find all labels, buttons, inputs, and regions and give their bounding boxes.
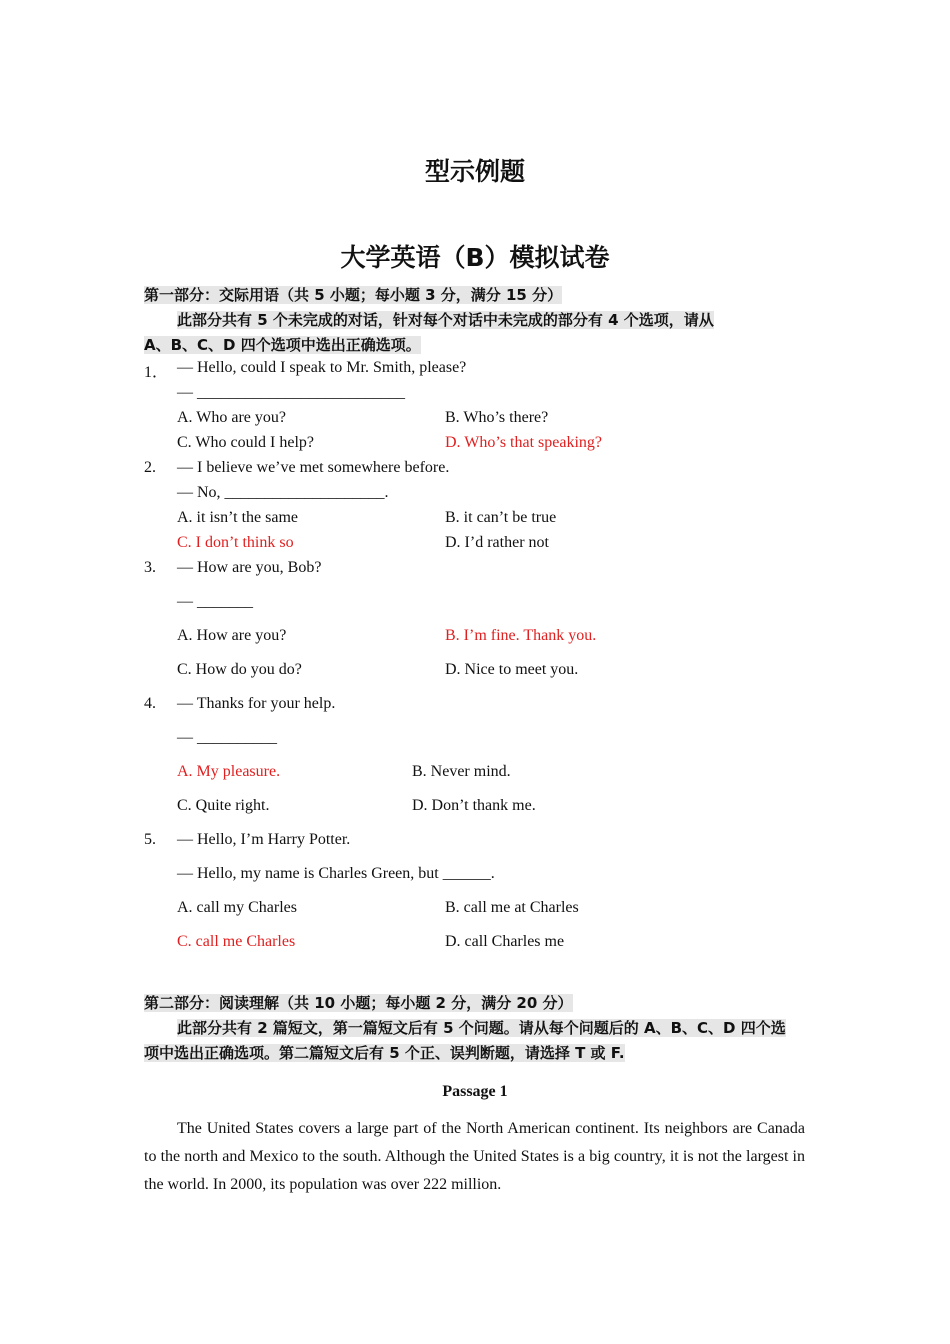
- answer-blank: — No, ____________________.: [177, 484, 389, 501]
- passage-title: Passage 1: [442, 1083, 508, 1100]
- part1-heading-text: 第一部分：交际用语（共 5 小题；每小题 3 分，满分 15 分）: [144, 286, 563, 304]
- part1-heading: [144, 284, 562, 305]
- question-number: 1．: [144, 364, 169, 381]
- part2-instruction-line1: [177, 1017, 786, 1038]
- question-prompt: — Hello, could I speak to Mr. Smith, please?: [177, 359, 467, 376]
- part1-instruction-line1: [177, 309, 714, 330]
- option-c: C. Who could I help?: [177, 434, 315, 451]
- answer-blank: — __________________________: [177, 384, 405, 401]
- question-prompt: — How are you, Bob?: [177, 559, 322, 576]
- option-d: D. call Charles me: [445, 933, 565, 950]
- part2-heading-text: 第二部分：阅读理解（共 10 小题；每小题 2 分，满分 20 分）: [144, 994, 573, 1012]
- option-c: C. How do you do?: [177, 661, 302, 678]
- option-c-correct: C. I don’t think so: [177, 534, 294, 551]
- question-number: 2.: [144, 459, 156, 476]
- part2-instruction-text2: 项中选出正确选项。第二篇短文后有 5 个正、误判断题，请选择 T 或 F.: [144, 1044, 625, 1062]
- option-d: D. Don’t thank me.: [412, 797, 536, 814]
- option-a-correct: A. My pleasure.: [177, 763, 281, 780]
- option-c-correct: C. call me Charles: [177, 933, 296, 950]
- option-a: A. call my Charles: [177, 899, 297, 916]
- part2-instruction-line2: [144, 1042, 625, 1063]
- question-prompt: — Thanks for your help.: [177, 695, 336, 712]
- option-b: B. Never mind.: [412, 763, 511, 780]
- option-b-correct: B. I’m fine. Thank you.: [445, 627, 597, 644]
- passage-paragraph: The United States covers a large part of the North American continent. Its neighbors are Canada to the north and Mexico to the south. Although the United States is a big country, it is not the largest in the world. In 2000, its population was over 222 million.: [144, 1120, 805, 1193]
- answer-blank: — _______: [177, 593, 253, 610]
- option-d-correct: D. Who’s that speaking?: [445, 434, 603, 451]
- option-b: B. call me at Charles: [445, 899, 579, 916]
- option-a: A. How are you?: [177, 627, 287, 644]
- answer-blank: — __________: [177, 729, 277, 746]
- question-prompt: — I believe we’ve met somewhere before.: [177, 459, 450, 476]
- option-a: A. Who are you?: [177, 409, 286, 426]
- exam-title: 大学英语（B）模拟试卷: [340, 243, 610, 272]
- question-number: 5.: [144, 831, 156, 848]
- question-number: 4.: [144, 695, 156, 712]
- option-d: D. Nice to meet you.: [445, 661, 579, 678]
- answer-blank: — Hello, my name is Charles Green, but ______.: [177, 865, 495, 882]
- page-title: 型示例题: [424, 157, 525, 186]
- option-c: C. Quite right.: [177, 797, 270, 814]
- option-a: A. it isn’t the same: [177, 509, 299, 526]
- part1-instruction-text2: A、B、C、D 四个选项中选出正确选项。: [144, 336, 421, 354]
- option-d: D. I’d rather not: [445, 534, 549, 551]
- part2-heading: [144, 992, 573, 1013]
- question-prompt: — Hello, I’m Harry Potter.: [177, 831, 351, 848]
- part1-instruction-line2: [144, 334, 421, 355]
- question-number: 3.: [144, 559, 156, 576]
- option-b: B. it can’t be true: [445, 509, 557, 526]
- part2-instruction-text1: 此部分共有 2 篇短文，第一篇短文后有 5 个问题。请从每个问题后的 A、B、C、D 四个选: [177, 1019, 786, 1037]
- option-b: B. Who’s there?: [445, 409, 549, 426]
- part1-instruction-text1: 此部分共有 5 个未完成的对话，针对每个对话中未完成的部分有 4 个选项，请从: [177, 311, 714, 329]
